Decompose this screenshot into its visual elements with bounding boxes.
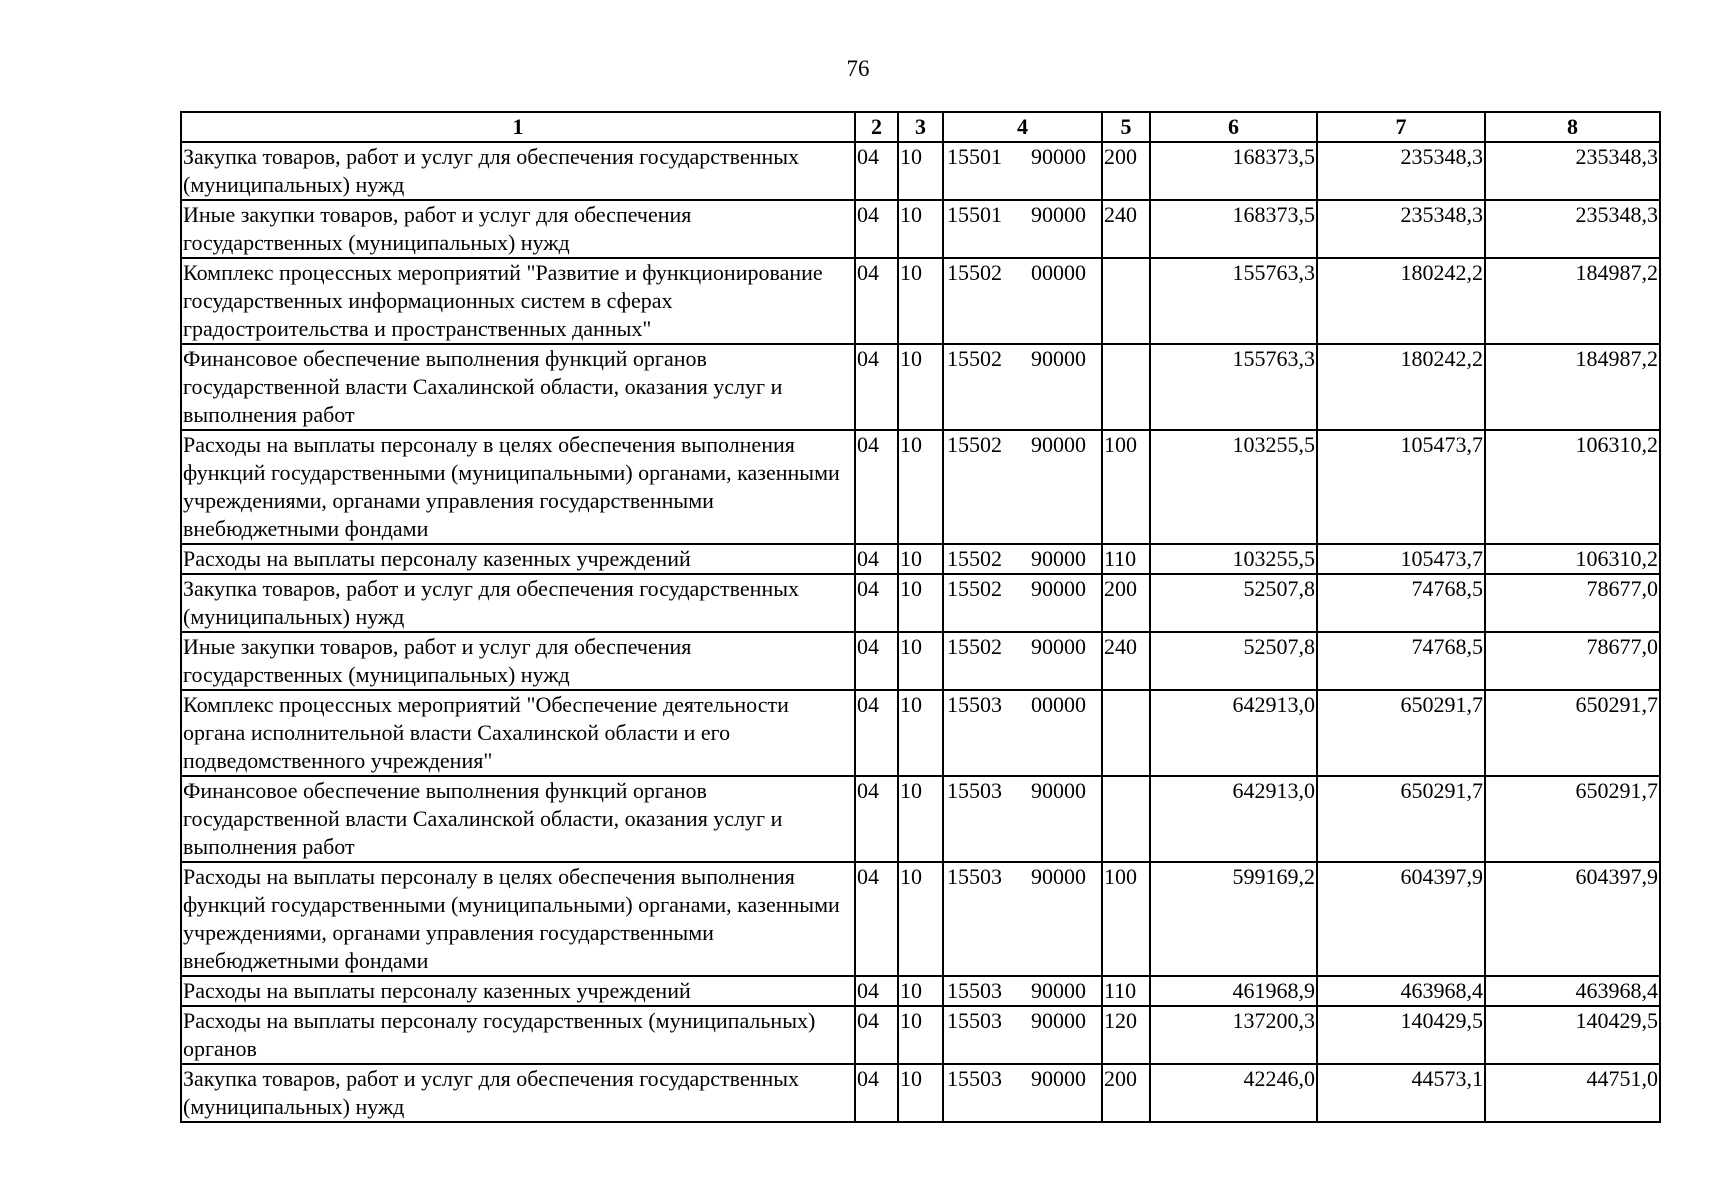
header-cell: 5: [1102, 112, 1150, 142]
table-row: [181, 344, 1660, 430]
row-name-cell: Иные закупки товаров, работ и услуг для обеспечения государственных (муниципальных) нужд: [181, 200, 855, 258]
expense-type-cell: [1102, 690, 1150, 776]
amount-col7-cell: 180242,2: [1317, 344, 1485, 430]
row-name-cell: Расходы на выплаты персоналу государственных (муниципальных) органов: [181, 1006, 855, 1064]
amount-col8-cell: 650291,7: [1485, 690, 1660, 776]
table-body: [181, 142, 1660, 1122]
expense-type-cell: 100: [1102, 430, 1150, 544]
amount-col8-cell: 235348,3: [1485, 200, 1660, 258]
expense-type-cell: 120: [1102, 1006, 1150, 1064]
table-row: [181, 430, 1660, 544]
row-name-cell: Расходы на выплаты персоналу казенных учреждений: [181, 544, 855, 574]
amount-col8-cell: 106310,2: [1485, 544, 1660, 574]
expense-type-cell: 240: [1102, 200, 1150, 258]
target-article-part-a: 15501: [947, 144, 1002, 169]
table-row: [181, 976, 1660, 1006]
amount-col8-cell: 140429,5: [1485, 1006, 1660, 1064]
target-article-part-b: 90000: [1031, 778, 1086, 803]
expense-type-cell: 200: [1102, 1064, 1150, 1122]
section-code-cell: 04: [855, 632, 898, 690]
target-article-part-b: 90000: [1031, 346, 1086, 371]
subsection-code-cell: 10: [898, 544, 943, 574]
target-article-part-b: 90000: [1031, 432, 1086, 457]
expense-type-cell: 200: [1102, 142, 1150, 200]
table-row: [181, 690, 1660, 776]
amount-col6-cell: 168373,5: [1150, 142, 1317, 200]
target-article-part-a: 15502: [947, 634, 1002, 659]
header-cell: 4: [943, 112, 1102, 142]
target-article-part-a: 15502: [947, 432, 1002, 457]
target-article-part-b: 90000: [1031, 634, 1086, 659]
target-article-part-a: 15503: [947, 864, 1002, 889]
subsection-code-cell: 10: [898, 690, 943, 776]
section-code-cell: 04: [855, 776, 898, 862]
table-row: [181, 200, 1660, 258]
section-code-cell: 04: [855, 574, 898, 632]
table-row: [181, 862, 1660, 976]
section-code-cell: 04: [855, 430, 898, 544]
amount-col6-cell: 461968,9: [1150, 976, 1317, 1006]
target-article-part-a: 15502: [947, 546, 1002, 571]
amount-col6-cell: 642913,0: [1150, 776, 1317, 862]
amount-col7-cell: 235348,3: [1317, 142, 1485, 200]
expense-type-cell: 100: [1102, 862, 1150, 976]
target-article-cell: [943, 632, 1102, 690]
expense-type-cell: [1102, 776, 1150, 862]
header-cell: 1: [181, 112, 855, 142]
target-article-cell: [943, 1006, 1102, 1064]
subsection-code-cell: 10: [898, 776, 943, 862]
amount-col8-cell: 44751,0: [1485, 1064, 1660, 1122]
subsection-code-cell: 10: [898, 632, 943, 690]
table-row: [181, 544, 1660, 574]
section-code-cell: 04: [855, 258, 898, 344]
expense-type-cell: [1102, 344, 1150, 430]
target-article-part-a: 15503: [947, 978, 1002, 1003]
subsection-code-cell: 10: [898, 976, 943, 1006]
section-code-cell: 04: [855, 1064, 898, 1122]
target-article-cell: [943, 976, 1102, 1006]
section-code-cell: 04: [855, 690, 898, 776]
target-article-cell: [943, 258, 1102, 344]
row-name-cell: Расходы на выплаты персоналу в целях обеспечения выполнения функций государственными (муниципальными) органами, казенными учреждениями, органами управления государственными внебюджетными фондами: [181, 862, 855, 976]
target-article-part-a: 15501: [947, 202, 1002, 227]
amount-col7-cell: 650291,7: [1317, 690, 1485, 776]
expense-type-cell: 240: [1102, 632, 1150, 690]
subsection-code-cell: 10: [898, 344, 943, 430]
amount-col6-cell: 103255,5: [1150, 544, 1317, 574]
expense-type-cell: 110: [1102, 976, 1150, 1006]
section-code-cell: 04: [855, 976, 898, 1006]
amount-col6-cell: 599169,2: [1150, 862, 1317, 976]
table-row: [181, 142, 1660, 200]
row-name-cell: Комплекс процессных мероприятий "Развитие и функционирование государственных информационных систем в сферах градостроительства и пространственных данных": [181, 258, 855, 344]
amount-col8-cell: 106310,2: [1485, 430, 1660, 544]
row-name-cell: Закупка товаров, работ и услуг для обеспечения государственных (муниципальных) нужд: [181, 574, 855, 632]
expense-type-cell: 200: [1102, 574, 1150, 632]
header-cell: 7: [1317, 112, 1485, 142]
target-article-part-b: 00000: [1031, 260, 1086, 285]
target-article-cell: [943, 862, 1102, 976]
row-name-cell: Закупка товаров, работ и услуг для обеспечения государственных (муниципальных) нужд: [181, 142, 855, 200]
amount-col7-cell: 235348,3: [1317, 200, 1485, 258]
section-code-cell: 04: [855, 862, 898, 976]
amount-col7-cell: 105473,7: [1317, 544, 1485, 574]
amount-col7-cell: 180242,2: [1317, 258, 1485, 344]
amount-col8-cell: 463968,4: [1485, 976, 1660, 1006]
section-code-cell: 04: [855, 1006, 898, 1064]
target-article-part-b: 90000: [1031, 864, 1086, 889]
target-article-part-a: 15503: [947, 1066, 1002, 1091]
amount-col6-cell: 137200,3: [1150, 1006, 1317, 1064]
amount-col7-cell: 105473,7: [1317, 430, 1485, 544]
row-name-cell: Комплекс процессных мероприятий "Обеспечение деятельности органа исполнительной власти Сахалинской области и его подведомственного учреждения": [181, 690, 855, 776]
target-article-cell: [943, 430, 1102, 544]
target-article-part-a: 15503: [947, 692, 1002, 717]
table-row: [181, 1006, 1660, 1064]
target-article-cell: [943, 200, 1102, 258]
row-name-cell: Иные закупки товаров, работ и услуг для обеспечения государственных (муниципальных) нужд: [181, 632, 855, 690]
target-article-cell: [943, 344, 1102, 430]
target-article-part-a: 15502: [947, 346, 1002, 371]
subsection-code-cell: 10: [898, 142, 943, 200]
subsection-code-cell: 10: [898, 258, 943, 344]
target-article-part-a: 15502: [947, 260, 1002, 285]
target-article-part-a: 15503: [947, 778, 1002, 803]
row-name-cell: Финансовое обеспечение выполнения функций органов государственной власти Сахалинской области, оказания услуг и выполнения работ: [181, 344, 855, 430]
subsection-code-cell: 10: [898, 574, 943, 632]
section-code-cell: 04: [855, 200, 898, 258]
table-row: [181, 574, 1660, 632]
target-article-part-b: 90000: [1031, 546, 1086, 571]
amount-col7-cell: 604397,9: [1317, 862, 1485, 976]
target-article-cell: [943, 544, 1102, 574]
target-article-part-b: 90000: [1031, 1008, 1086, 1033]
table-row: [181, 1064, 1660, 1122]
amount-col8-cell: 604397,9: [1485, 862, 1660, 976]
amount-col8-cell: 78677,0: [1485, 632, 1660, 690]
target-article-part-b: 00000: [1031, 692, 1086, 717]
amount-col8-cell: 184987,2: [1485, 344, 1660, 430]
amount-col6-cell: 168373,5: [1150, 200, 1317, 258]
amount-col6-cell: 103255,5: [1150, 430, 1317, 544]
amount-col7-cell: 463968,4: [1317, 976, 1485, 1006]
amount-col6-cell: 155763,3: [1150, 258, 1317, 344]
target-article-cell: [943, 142, 1102, 200]
row-name-cell: Закупка товаров, работ и услуг для обеспечения государственных (муниципальных) нужд: [181, 1064, 855, 1122]
subsection-code-cell: 10: [898, 1006, 943, 1064]
subsection-code-cell: 10: [898, 1064, 943, 1122]
row-name-cell: Расходы на выплаты персоналу казенных учреждений: [181, 976, 855, 1006]
target-article-part-a: 15502: [947, 576, 1002, 601]
target-article-part-b: 90000: [1031, 576, 1086, 601]
target-article-part-b: 90000: [1031, 978, 1086, 1003]
header-cell: 8: [1485, 112, 1660, 142]
amount-col6-cell: 52507,8: [1150, 574, 1317, 632]
amount-col7-cell: 140429,5: [1317, 1006, 1485, 1064]
budget-table: [180, 111, 1661, 1123]
target-article-part-b: 90000: [1031, 144, 1086, 169]
amount-col7-cell: 650291,7: [1317, 776, 1485, 862]
subsection-code-cell: 10: [898, 200, 943, 258]
section-code-cell: 04: [855, 344, 898, 430]
table-row: [181, 776, 1660, 862]
amount-col6-cell: 155763,3: [1150, 344, 1317, 430]
subsection-code-cell: 10: [898, 862, 943, 976]
subsection-code-cell: 10: [898, 430, 943, 544]
amount-col6-cell: 42246,0: [1150, 1064, 1317, 1122]
amount-col7-cell: 74768,5: [1317, 632, 1485, 690]
header-cell: 3: [898, 112, 943, 142]
expense-type-cell: [1102, 258, 1150, 344]
row-name-cell: Расходы на выплаты персоналу в целях обеспечения выполнения функций государственными (муниципальными) органами, казенными учреждениями, органами управления государственными внебюджетными фондами: [181, 430, 855, 544]
amount-col6-cell: 52507,8: [1150, 632, 1317, 690]
target-article-part-b: 90000: [1031, 1066, 1086, 1091]
target-article-part-b: 90000: [1031, 202, 1086, 227]
target-article-cell: [943, 690, 1102, 776]
header-cell: 6: [1150, 112, 1317, 142]
amount-col8-cell: 184987,2: [1485, 258, 1660, 344]
header-row: [181, 112, 1660, 142]
table-row: [181, 632, 1660, 690]
header-cell: 2: [855, 112, 898, 142]
amount-col8-cell: 78677,0: [1485, 574, 1660, 632]
expense-type-cell: 110: [1102, 544, 1150, 574]
amount-col7-cell: 44573,1: [1317, 1064, 1485, 1122]
target-article-part-a: 15503: [947, 1008, 1002, 1033]
section-code-cell: 04: [855, 142, 898, 200]
row-name-cell: Финансовое обеспечение выполнения функций органов государственной власти Сахалинской области, оказания услуг и выполнения работ: [181, 776, 855, 862]
amount-col8-cell: 650291,7: [1485, 776, 1660, 862]
target-article-cell: [943, 1064, 1102, 1122]
table-row: [181, 258, 1660, 344]
section-code-cell: 04: [855, 544, 898, 574]
target-article-cell: [943, 776, 1102, 862]
target-article-cell: [943, 574, 1102, 632]
page-number: 76: [846, 56, 870, 81]
amount-col7-cell: 74768,5: [1317, 574, 1485, 632]
amount-col8-cell: 235348,3: [1485, 142, 1660, 200]
amount-col6-cell: 642913,0: [1150, 690, 1317, 776]
